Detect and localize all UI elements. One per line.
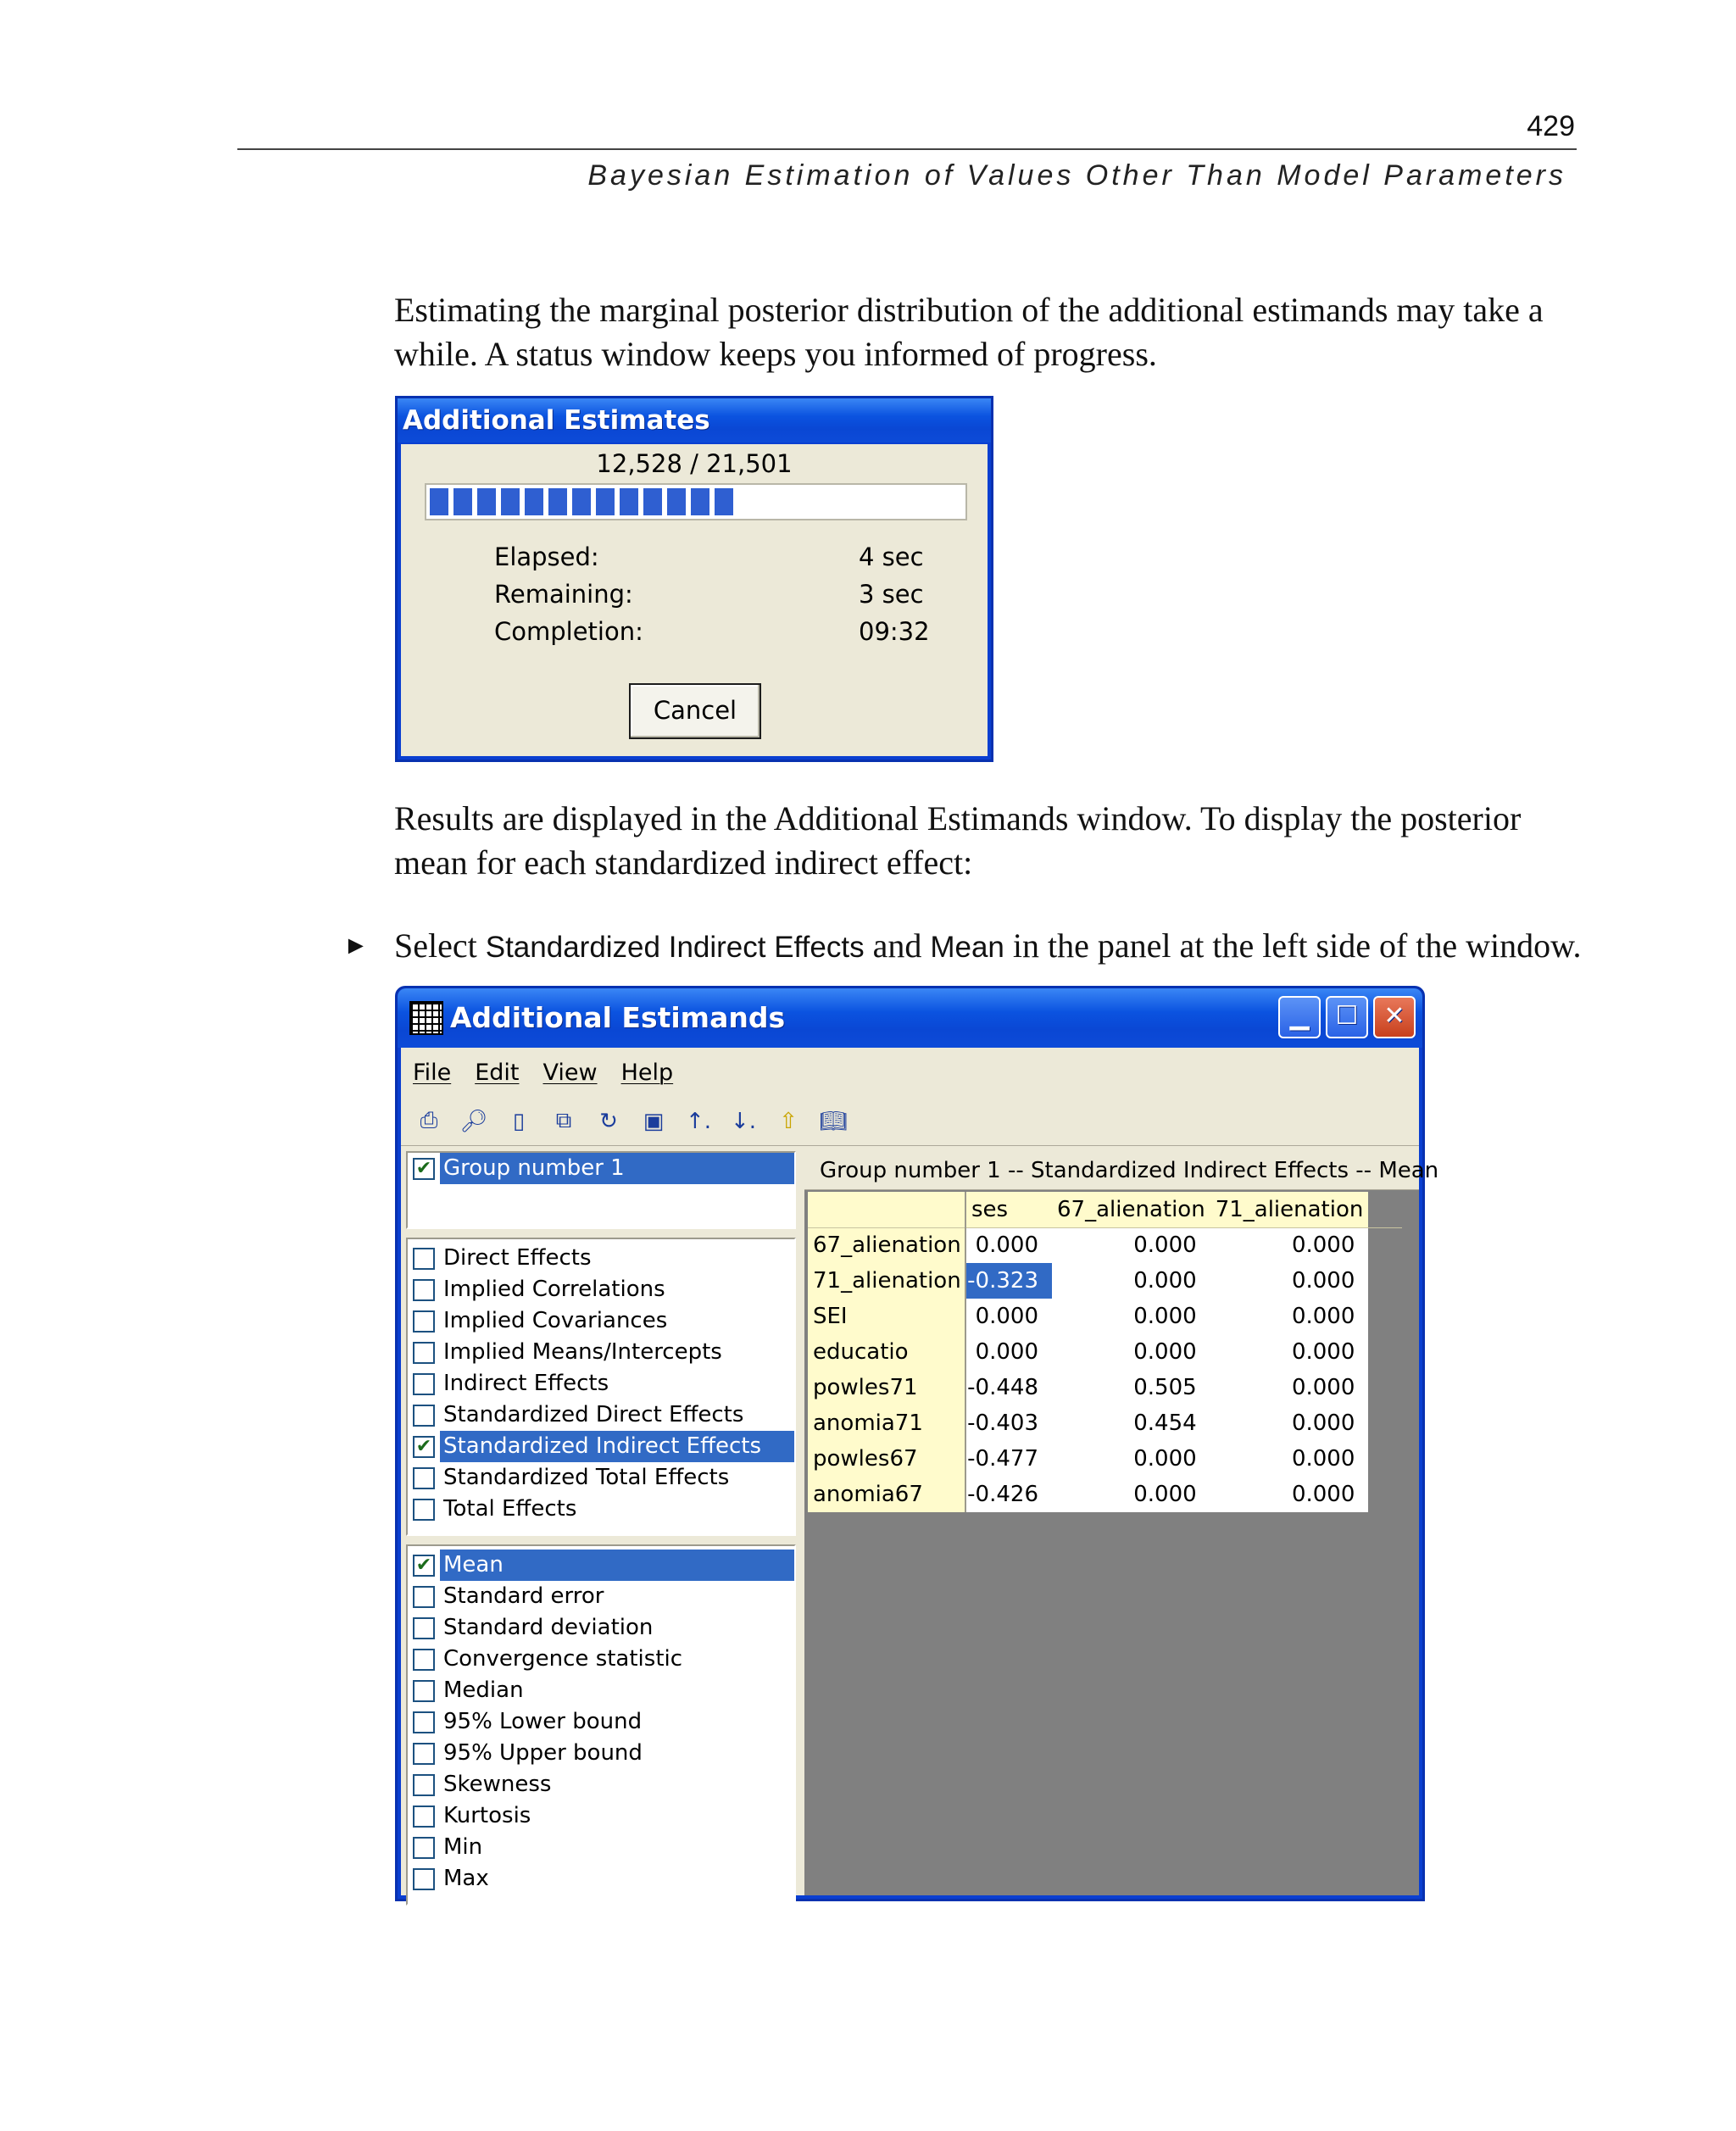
estimand-type-item[interactable]: [408, 1462, 794, 1494]
checkbox-icon[interactable]: [413, 1499, 435, 1521]
list-item-label: Kurtosis: [443, 1803, 531, 1828]
stat-elapsed: [494, 542, 935, 571]
ui-term-mean: Mean: [930, 931, 1004, 964]
list-item-label: Implied Covariances: [443, 1308, 668, 1333]
table-row: [808, 1299, 1402, 1334]
table-cell[interactable]: 0.000: [1052, 1441, 1210, 1477]
grid-gutter: [1368, 1477, 1402, 1512]
row-header[interactable]: anomia71: [808, 1405, 965, 1441]
group-list: [406, 1151, 796, 1229]
stat-value: 09:32: [859, 617, 930, 646]
checkbox-icon[interactable]: [413, 1586, 435, 1608]
page-number: 429: [1527, 110, 1575, 142]
help-book-icon[interactable]: 📖︎: [819, 1108, 848, 1134]
table-cell[interactable]: 0.000: [965, 1334, 1052, 1370]
table-cell[interactable]: 0.000: [1210, 1370, 1369, 1405]
estimand-type-list: [406, 1238, 796, 1536]
statistic-item[interactable]: [408, 1769, 794, 1800]
list-item-label: Direct Effects: [443, 1245, 592, 1271]
minimize-button[interactable]: ▁: [1278, 996, 1321, 1038]
estimand-type-item[interactable]: [408, 1368, 794, 1399]
estimand-type-item[interactable]: [408, 1337, 794, 1368]
table-cell[interactable]: 0.505: [1052, 1370, 1210, 1405]
statistic-item[interactable]: [408, 1644, 794, 1675]
menu-help[interactable]: Help: [620, 1059, 674, 1086]
table-caption: Group number 1 -- Standardized Indirect Effects -- Mean: [804, 1151, 1419, 1190]
table-row: [808, 1334, 1402, 1370]
refresh-icon[interactable]: ↻: [599, 1108, 618, 1134]
list-item-label: Group number 1: [440, 1153, 794, 1184]
list-item-label: Implied Means/Intercepts: [443, 1339, 722, 1365]
table-row: [808, 1441, 1402, 1477]
checkbox-icon[interactable]: [413, 1680, 435, 1702]
menu-bar: [401, 1048, 1419, 1097]
table-cell[interactable]: 0.000: [1210, 1227, 1369, 1263]
results-table: [808, 1192, 1402, 1512]
table-cell[interactable]: 0.454: [1052, 1405, 1210, 1441]
checkbox-icon[interactable]: [413, 1248, 435, 1270]
table-cell[interactable]: 0.000: [965, 1227, 1052, 1263]
list-item-label: 95% Lower bound: [443, 1709, 643, 1734]
additional-estimates-dialog: [395, 396, 993, 762]
close-button[interactable]: ✕: [1373, 996, 1416, 1038]
grid-gutter: [1368, 1227, 1402, 1263]
window-title: Additional Estimands: [450, 1001, 786, 1034]
progress-bar: [425, 483, 967, 520]
list-item-label: Indirect Effects: [443, 1371, 609, 1396]
cancel-button[interactable]: Cancel: [629, 683, 761, 739]
table-cell[interactable]: -0.403: [965, 1405, 1052, 1441]
grid-gutter: [1368, 1192, 1402, 1227]
stat-value: 3 sec: [859, 580, 924, 609]
window-title-bar[interactable]: [398, 988, 1422, 1048]
estimand-type-item[interactable]: [408, 1305, 794, 1337]
table-header-row: [808, 1192, 1402, 1227]
up-arrow-icon[interactable]: ⇧: [779, 1108, 798, 1134]
table-cell[interactable]: 0.000: [965, 1299, 1052, 1334]
table-cell[interactable]: -0.477: [965, 1441, 1052, 1477]
checkbox-icon[interactable]: [413, 1774, 435, 1796]
instruction-bullet: [343, 924, 1581, 970]
checkbox-icon[interactable]: [413, 1310, 435, 1333]
table-cell[interactable]: 0.000: [1210, 1441, 1369, 1477]
menu-view[interactable]: View: [542, 1059, 598, 1086]
list-item-label: Min: [443, 1834, 483, 1860]
window-body: [401, 1048, 1439, 1895]
progress-counter: 12,528 / 21,501: [596, 449, 793, 478]
header-rule: [237, 148, 1577, 150]
bullet-arrow-icon: ►: [343, 932, 369, 960]
table-cell[interactable]: 0.000: [1210, 1299, 1369, 1334]
statistic-item[interactable]: [408, 1706, 794, 1738]
estimand-type-item[interactable]: [408, 1243, 794, 1274]
window-controls: [1278, 996, 1416, 1038]
checkbox-checked-icon[interactable]: ✔: [413, 1158, 435, 1180]
dialog-body: [401, 444, 988, 756]
intro-paragraph: Estimating the marginal posterior distribution of the additional estimands may take a while. A status window keeps you informed of progress.: [394, 291, 1544, 373]
grid-gutter: [1368, 1441, 1402, 1477]
additional-estimands-window: [395, 986, 1439, 1901]
column-header[interactable]: ses: [965, 1192, 1052, 1227]
checkbox-icon[interactable]: [413, 1868, 435, 1890]
table-cell[interactable]: -0.323: [965, 1263, 1052, 1299]
stat-label: Remaining:: [494, 580, 633, 609]
list-item-label: Standardized Direct Effects: [443, 1402, 744, 1427]
menu-edit[interactable]: Edit: [475, 1059, 520, 1086]
stat-label: Completion:: [494, 617, 643, 646]
column-header[interactable]: 71_alienation: [1210, 1192, 1369, 1227]
stat-label: Elapsed:: [494, 542, 599, 571]
table-cell[interactable]: 0.000: [1210, 1405, 1369, 1441]
table-cell[interactable]: 0.000: [1052, 1334, 1210, 1370]
row-header[interactable]: SEI: [808, 1299, 965, 1334]
ui-term-standardized-indirect: Standardized Indirect Effects: [485, 931, 865, 964]
row-header[interactable]: powles67: [808, 1441, 965, 1477]
list-item-label: Median: [443, 1678, 524, 1703]
statistic-item[interactable]: [408, 1550, 794, 1581]
grid-gutter: [1368, 1405, 1402, 1441]
table-row: [808, 1263, 1402, 1299]
row-header[interactable]: 67_alienation: [808, 1227, 965, 1263]
results-panel: [804, 1151, 1439, 1895]
row-header[interactable]: educatio: [808, 1334, 965, 1370]
decimal-decrease-icon[interactable]: ↓.: [730, 1108, 757, 1134]
list-item-label: Max: [443, 1866, 489, 1891]
copy-page-icon[interactable]: ▯: [512, 1108, 526, 1134]
toolbar: [401, 1097, 1419, 1146]
list-item-label: 95% Upper bound: [443, 1740, 643, 1766]
estimand-type-item[interactable]: [408, 1494, 794, 1525]
grid-gutter: [1368, 1370, 1402, 1405]
table-row: [808, 1405, 1402, 1441]
bullet-text: and: [864, 926, 931, 965]
list-item-label: Standardized Indirect Effects: [440, 1431, 794, 1462]
left-panel: [406, 1151, 796, 1895]
progress-bar-fill: [430, 488, 738, 515]
table-cell[interactable]: 0.000: [1052, 1477, 1210, 1512]
checkbox-checked-icon[interactable]: ✔: [413, 1555, 435, 1577]
list-item-label: Convergence statistic: [443, 1646, 683, 1672]
column-header[interactable]: 67_alienation: [1052, 1192, 1210, 1227]
copy-icon[interactable]: ⧉: [555, 1108, 572, 1133]
checkbox-icon[interactable]: [413, 1405, 435, 1427]
checkbox-icon[interactable]: [413, 1373, 435, 1395]
row-header[interactable]: powles71: [808, 1370, 965, 1405]
list-item-group-1[interactable]: [408, 1153, 794, 1184]
checkbox-icon[interactable]: [413, 1617, 435, 1639]
bullet-text: Select: [394, 926, 486, 965]
table-cell[interactable]: 0.000: [1052, 1299, 1210, 1334]
statistic-item[interactable]: [408, 1863, 794, 1895]
estimand-type-item[interactable]: [408, 1431, 794, 1462]
grid-gutter: [1368, 1334, 1402, 1370]
checkbox-icon[interactable]: [413, 1342, 435, 1364]
list-item-label: Mean: [440, 1550, 794, 1581]
statistic-list: [406, 1544, 796, 1906]
print-preview-icon[interactable]: 🔎︎: [459, 1108, 488, 1134]
table-cell[interactable]: -0.448: [965, 1370, 1052, 1405]
row-header[interactable]: 71_alienation: [808, 1263, 965, 1299]
list-item-label: Implied Correlations: [443, 1277, 665, 1302]
stat-remaining: [494, 580, 935, 609]
table-row: [808, 1370, 1402, 1405]
results-grid: [808, 1192, 1402, 1512]
table-row: [808, 1227, 1402, 1263]
grid-gutter: [1368, 1263, 1402, 1299]
statistic-item[interactable]: [408, 1832, 794, 1863]
statistic-item[interactable]: [408, 1612, 794, 1644]
table-row: [808, 1477, 1402, 1512]
estimand-type-item[interactable]: [408, 1399, 794, 1431]
list-item-label: Standard deviation: [443, 1615, 654, 1640]
list-item-label: Skewness: [443, 1772, 552, 1797]
checkbox-icon[interactable]: [413, 1649, 435, 1671]
decimal-increase-icon[interactable]: ↑.: [685, 1108, 712, 1134]
table-cell[interactable]: 0.000: [1052, 1263, 1210, 1299]
running-head: Bayesian Estimation of Values Other Than Model Parameters: [587, 159, 1566, 192]
grid-gutter: [1368, 1299, 1402, 1334]
table-cell[interactable]: 0.000: [1210, 1263, 1369, 1299]
table-cell[interactable]: 0.000: [1052, 1227, 1210, 1263]
bullet-text: in the panel at the left side of the window.: [1004, 926, 1582, 965]
table-cell[interactable]: 0.000: [1210, 1477, 1369, 1512]
checkbox-icon[interactable]: [413, 1743, 435, 1765]
checkbox-icon[interactable]: [413, 1279, 435, 1301]
list-item-label: Standardized Total Effects: [443, 1465, 730, 1490]
results-paragraph: Results are displayed in the Additional Estimands window. To display the posterior mean for each standardized indirect effect:: [394, 799, 1522, 882]
estimand-type-item[interactable]: [408, 1274, 794, 1305]
table-icon: [409, 1001, 443, 1035]
picture-icon[interactable]: ▣: [643, 1108, 665, 1134]
list-item-label: Total Effects: [443, 1496, 577, 1522]
table-cell[interactable]: -0.426: [965, 1477, 1052, 1512]
statistic-item[interactable]: [408, 1738, 794, 1769]
menu-file[interactable]: File: [413, 1059, 452, 1086]
checkbox-icon[interactable]: [413, 1837, 435, 1859]
table-corner: [808, 1192, 965, 1227]
table-cell[interactable]: 0.000: [1210, 1334, 1369, 1370]
stat-completion: [494, 617, 935, 646]
statistic-item[interactable]: [408, 1675, 794, 1706]
print-icon[interactable]: ⎙: [420, 1108, 438, 1133]
checkbox-icon[interactable]: [413, 1467, 435, 1489]
dialog-title[interactable]: Additional Estimates: [398, 398, 991, 442]
list-item-label: Standard error: [443, 1583, 604, 1609]
checkbox-checked-icon[interactable]: ✔: [413, 1436, 435, 1458]
row-header[interactable]: anomia67: [808, 1477, 965, 1512]
checkbox-icon[interactable]: [413, 1711, 435, 1733]
maximize-button[interactable]: ☐: [1326, 996, 1368, 1038]
statistic-item[interactable]: [408, 1800, 794, 1832]
statistic-item[interactable]: [408, 1581, 794, 1612]
stat-value: 4 sec: [859, 542, 924, 571]
checkbox-icon[interactable]: [413, 1806, 435, 1828]
